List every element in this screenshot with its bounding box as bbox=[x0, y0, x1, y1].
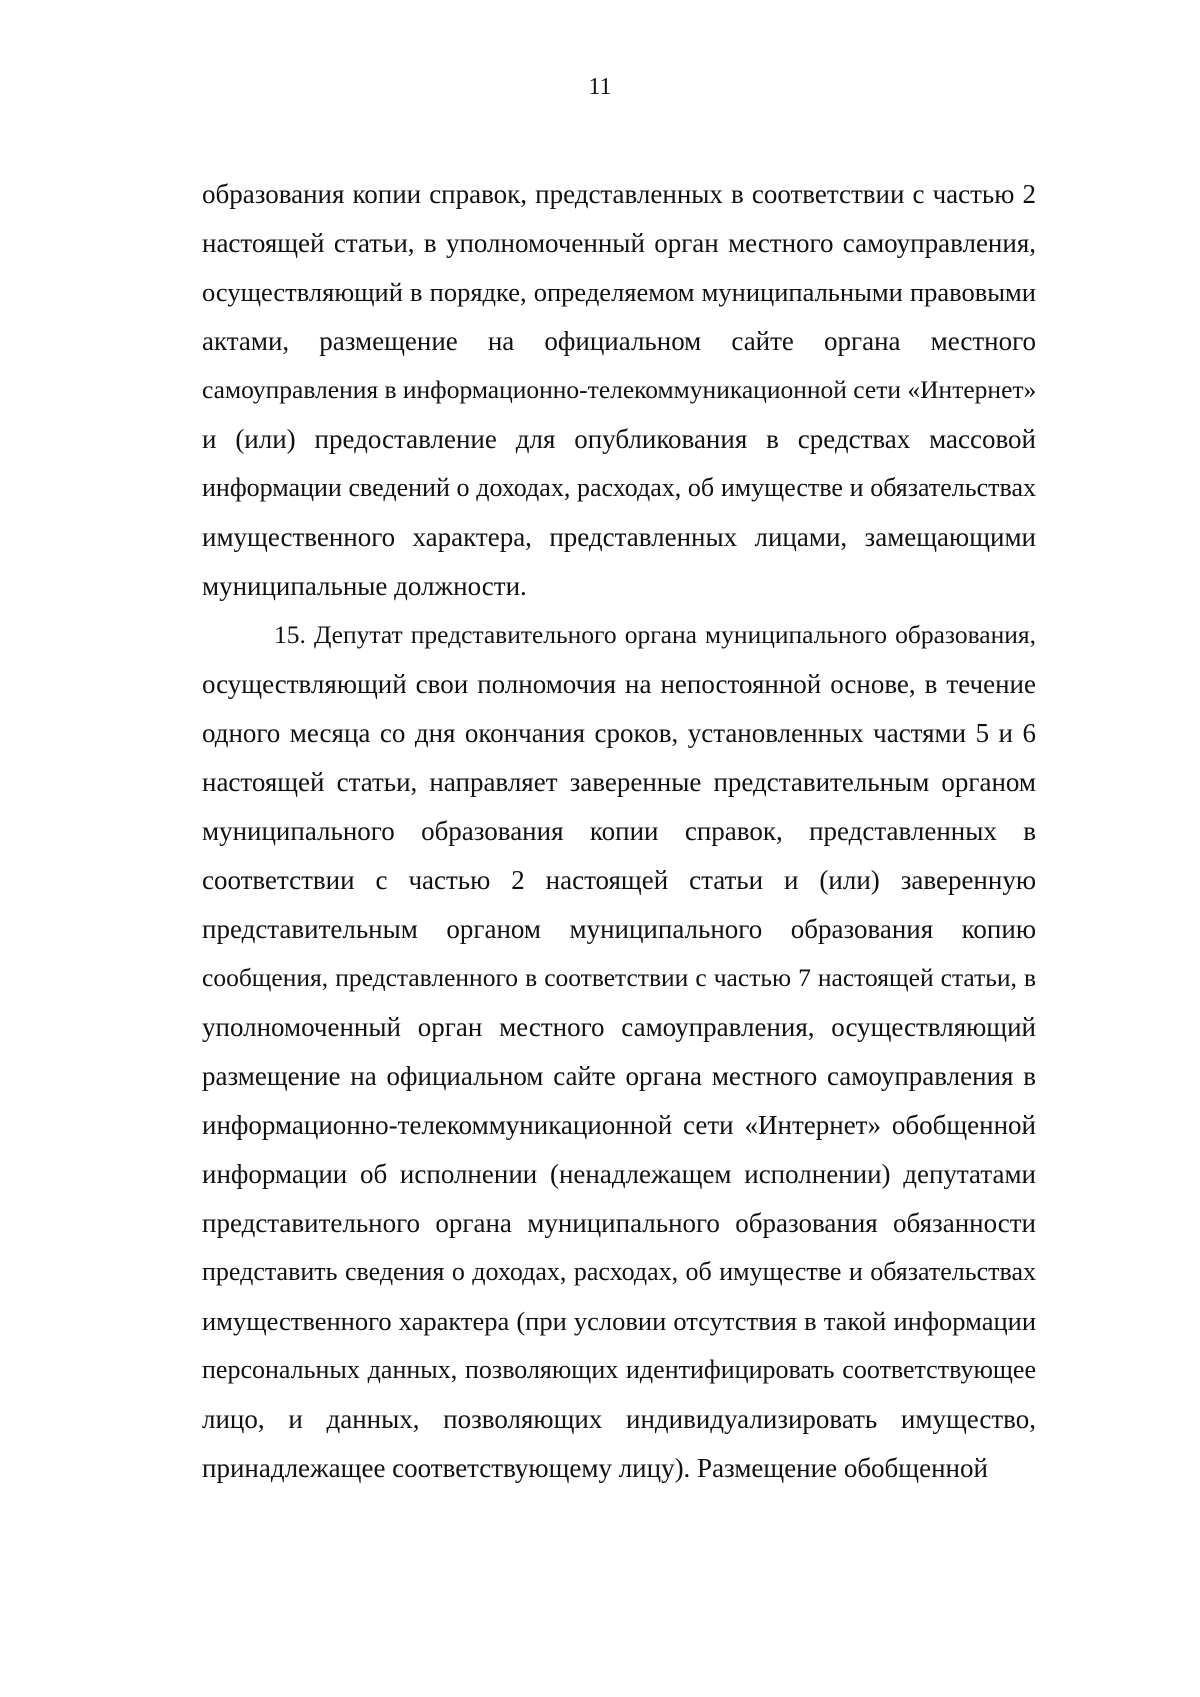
text-line: представительного органа муниципального образования обязанности bbox=[202, 1208, 1036, 1238]
body-text bbox=[202, 176, 1036, 1499]
text-line: осуществляющий свои полномочия на непостоянной основе, в течение bbox=[202, 669, 1036, 699]
text-line: одного месяца со дня окончания сроков, установленных частями 5 и 6 bbox=[202, 718, 1036, 748]
text-line: сообщения, представленного в соответствии с частью 7 настоящей статьи, в bbox=[202, 963, 1036, 992]
text-line: осуществляющий в порядке, определяемом муниципальными правовыми bbox=[202, 277, 1036, 307]
text-line-last: принадлежащее соответствующему лицу). Размещение обобщенной bbox=[202, 1453, 988, 1483]
text-line: настоящей статьи, направляет заверенные представительным органом bbox=[202, 767, 1036, 797]
text-line: представить сведения о доходах, расходах, об имуществе и обязательствах bbox=[202, 1257, 1036, 1286]
text-line: настоящей статьи, в уполномоченный орган местного самоуправления, bbox=[202, 228, 1036, 258]
text-line: размещение на официальном сайте органа местного самоуправления в bbox=[202, 1061, 1036, 1091]
paragraph-clause-15 bbox=[202, 617, 1036, 1499]
text-line: соответствии с частью 2 настоящей статьи и (или) заверенную bbox=[202, 865, 1036, 895]
text-line: и (или) предоставление для опубликования в средствах массовой bbox=[202, 424, 1036, 454]
text-line: представительным органом муниципального образования копию bbox=[202, 914, 1036, 944]
text-line: информационно-телекоммуникационной сети «Интернет» обобщенной bbox=[202, 1110, 1036, 1140]
text-line: муниципального образования копии справок, представленных в bbox=[202, 816, 1036, 846]
text-line: актами, размещение на официальном сайте органа местного bbox=[202, 326, 1036, 356]
text-line-last: муниципальные должности. bbox=[202, 571, 527, 601]
text-line: персональных данных, позволяющих идентифицировать соответствующее bbox=[202, 1355, 1036, 1384]
paragraph-continuation bbox=[202, 176, 1036, 617]
text-line: имущественного характера (при условии отсутствия в такой информации bbox=[202, 1306, 1036, 1336]
text-line-first: 15. Депутат представительного органа муниципального образования, bbox=[274, 620, 1036, 649]
text-line: информации сведений о доходах, расходах, об имуществе и обязательствах bbox=[202, 473, 1036, 502]
text-line: имущественного характера, представленных лицами, замещающими bbox=[202, 522, 1036, 552]
text-line: образования копии справок, представленных в соответствии с частью 2 bbox=[202, 179, 1036, 209]
text-line: самоуправления в информационно-телекоммуникационной сети «Интернет» bbox=[202, 375, 1037, 404]
text-line: уполномоченный орган местного самоуправления, осуществляющий bbox=[202, 1012, 1036, 1042]
text-line: информации об исполнении (ненадлежащем исполнении) депутатами bbox=[202, 1159, 1036, 1189]
page-number: 11 bbox=[588, 74, 612, 100]
text-line: лицо, и данных, позволяющих индивидуализировать имущество, bbox=[202, 1404, 1036, 1434]
